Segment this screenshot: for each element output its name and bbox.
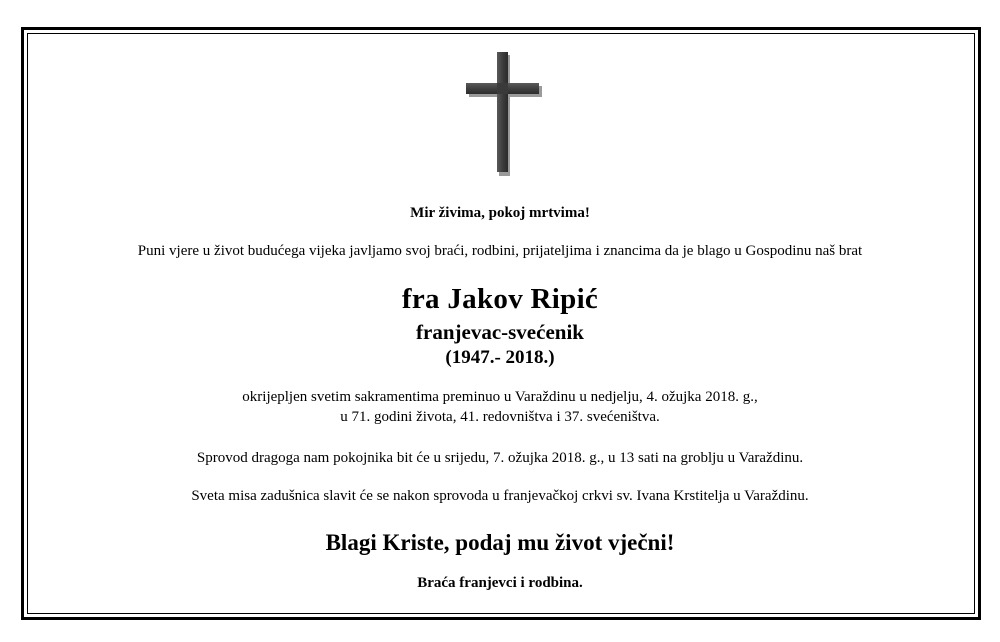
- deceased-name: fra Jakov Ripić: [401, 283, 599, 315]
- death-details-line2: u 71. godini života, 41. redovništva i 37. svećeništva.: [340, 409, 660, 425]
- death-details-line1: okrijepljen svetim sakramentima preminuo u Varaždinu u nedjelju, 4. ožujka 2018. g.,: [242, 389, 758, 405]
- closing-prayer: Blagi Kriste, podaj mu život vječni!: [325, 530, 675, 555]
- funeral-info: Sprovod dragoga nam pokojnika bit će u srijedu, 7. ožujka 2018. g., u 13 sati na groblju u Varaždinu.: [196, 450, 804, 466]
- deceased-role: franjevac-svećenik: [416, 320, 584, 344]
- deceased-years: (1947.- 2018.): [445, 347, 555, 368]
- mass-info: Sveta misa zadušnica slavit će se nakon sprovoda u franjevačkoj crkvi sv. Ivana Krstitelja u Varaždinu.: [191, 488, 809, 504]
- signature: Braća franjevci i rodbina.: [417, 575, 583, 591]
- cross-icon: [466, 52, 542, 176]
- intro-text: Puni vjere u život budućega vijeka javljamo svoj braći, rodbini, prijateljima i znancima da je blago u Gospodinu naš brat: [137, 243, 863, 259]
- greeting-text: Mir živima, pokoj mrtvima!: [410, 205, 590, 221]
